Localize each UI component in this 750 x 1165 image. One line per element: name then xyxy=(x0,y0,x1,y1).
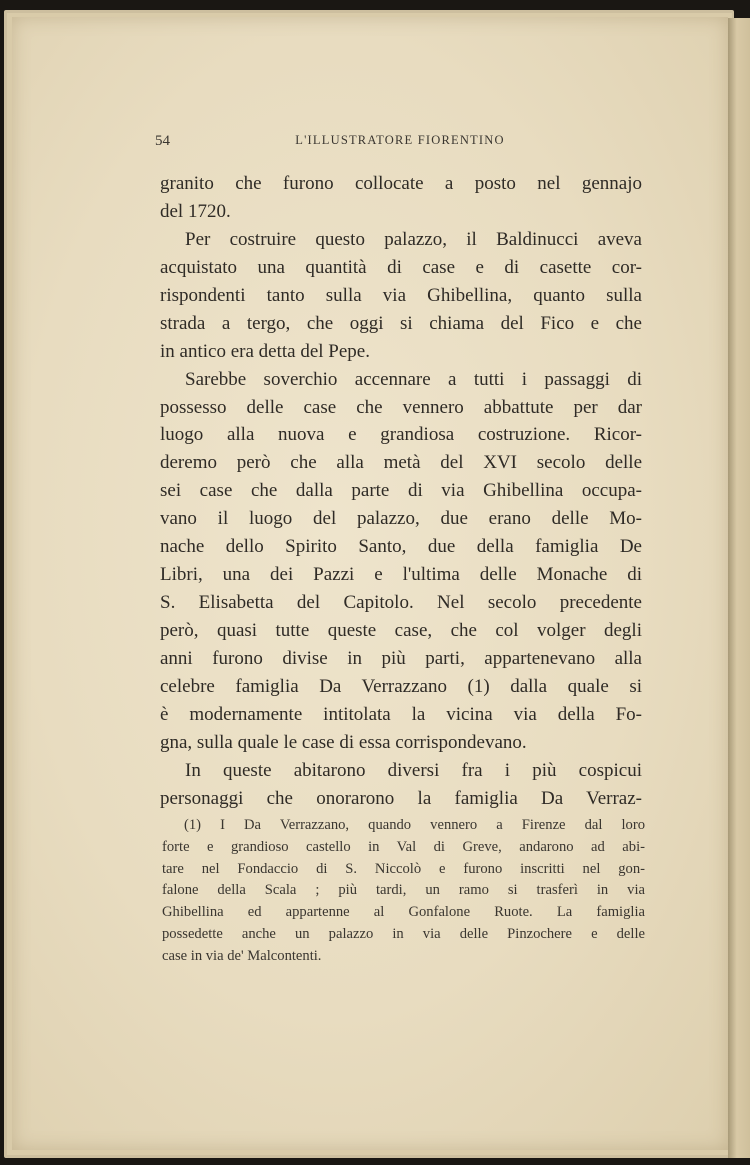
text-line: luogo alla nuova e grandiosa costruzione. Ricor- xyxy=(160,424,642,446)
footnotes xyxy=(162,815,645,968)
footnote-line: possedette anche un palazzo in via delle Pinzochere e delle xyxy=(162,925,645,942)
footnote-line: case in via de' Malcontenti. xyxy=(162,947,322,964)
text-line: In queste abitarono diversi fra i più cospicui xyxy=(185,759,642,781)
text-line: vano il luogo del palazzo, due erano delle Mo- xyxy=(160,508,642,530)
footnote-line: forte e grandioso castello in Val di Greve, andarono ad abi- xyxy=(162,838,645,855)
next-page-edge xyxy=(728,18,750,1158)
text-line: nache dello Spirito Santo, due della famiglia De xyxy=(160,536,642,558)
page-number: 54 xyxy=(155,133,170,149)
main-text xyxy=(160,170,642,813)
text-line: celebre famiglia Da Verrazzano (1) dalla quale si xyxy=(160,675,642,697)
text-line: anni furono divise in più parti, appartenevano alla xyxy=(160,647,642,669)
text-line: rispondenti tanto sulla via Ghibellina, quanto sulla xyxy=(160,284,642,306)
text-line: del 1720. xyxy=(160,200,231,222)
footnote-line: tare nel Fondaccio di S. Niccolò e furono inscritti nel gon- xyxy=(162,860,645,877)
text-line: però, quasi tutte queste case, che col volger degli xyxy=(160,620,642,641)
text-line: in antico era detta del Pepe. xyxy=(160,340,370,362)
text-line: personaggi che onorarono la famiglia Da Verraz- xyxy=(160,787,642,809)
text-line: Per costruire questo palazzo, il Baldinucci aveva xyxy=(185,228,642,250)
text-line: granito che furono collocate a posto nel gennajo xyxy=(160,173,642,194)
text-line: acquistato una quantità di case e di casette cor- xyxy=(160,256,642,278)
text-line: strada a tergo, che oggi si chiama del Fico e che xyxy=(160,312,642,334)
text-line: Libri, una dei Pazzi e l'ultima delle Monache di xyxy=(160,564,642,586)
text-line: Sarebbe soverchio accennare a tutti i passaggi di xyxy=(185,368,642,390)
text-line: sei case che dalla parte di via Ghibellina occupa- xyxy=(160,480,642,502)
page-header xyxy=(155,133,645,151)
footnote-line: falone della Scala ; più tardi, un ramo si trasferì in via xyxy=(162,882,645,899)
footnote-line: (1) I Da Verrazzano, quando vennero a Firenze dal loro xyxy=(184,817,645,833)
text-line: possesso delle case che vennero abbattute per dar xyxy=(160,396,642,418)
text-line: è modernamente intitolata la vicina via della Fo- xyxy=(160,703,642,725)
footnote-line: Ghibellina ed appartenne al Gonfalone Ruote. La famiglia xyxy=(162,904,645,921)
text-line: deremo però che alla metà del XVI secolo delle xyxy=(160,452,642,474)
text-line: gna, sulla quale le case di essa corrispondevano. xyxy=(160,731,527,753)
text-line: S. Elisabetta del Capitolo. Nel secolo precedente xyxy=(160,592,642,614)
running-title: L'ILLUSTRATORE FIORENTINO xyxy=(295,133,505,147)
